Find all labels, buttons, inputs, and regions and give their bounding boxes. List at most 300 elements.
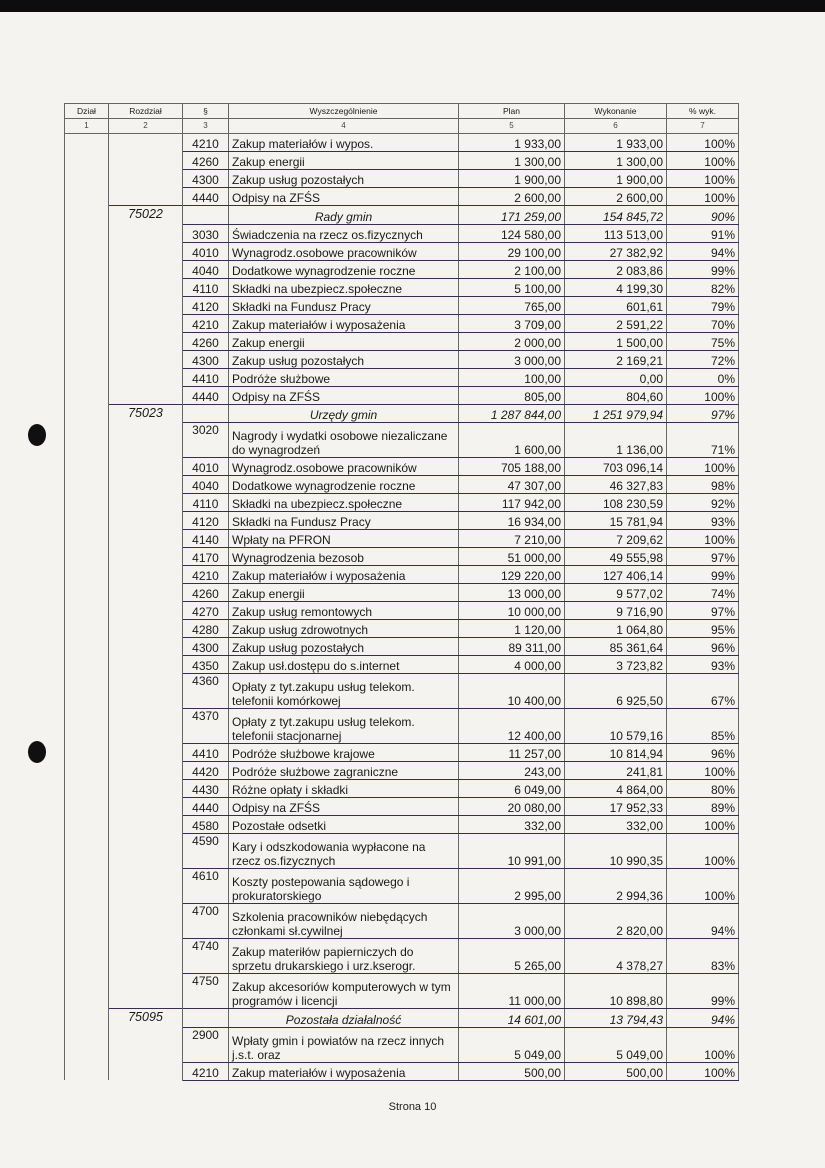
paragraf-cell: 4410 [183, 368, 229, 386]
table-row [65, 188, 739, 206]
header-paragraf: § [183, 104, 229, 119]
wykonanie-cell: 1 064,80 [565, 620, 667, 638]
table-row [65, 476, 739, 494]
opis-cell: Zakup materiałów i wypos. [229, 134, 459, 152]
plan-cell: 3 709,00 [459, 314, 565, 332]
rozdzial-cell [109, 1062, 183, 1080]
paragraf-cell: 4430 [183, 780, 229, 798]
paragraf-cell: 4270 [183, 602, 229, 620]
procent-cell: 95% [667, 620, 739, 638]
opis-cell: Zakup usług pozostałych [229, 170, 459, 188]
punch-hole [28, 424, 46, 446]
procent-cell: 99% [667, 260, 739, 278]
table-row [65, 260, 739, 278]
procent-cell: 94% [667, 1009, 739, 1028]
paragraf-cell: 4350 [183, 656, 229, 674]
dzial-cell [65, 602, 109, 620]
dzial-cell [65, 332, 109, 350]
dzial-cell [65, 656, 109, 674]
procent-cell: 100% [667, 530, 739, 548]
section-row [65, 1009, 739, 1028]
procent-cell: 100% [667, 869, 739, 904]
table-row [65, 798, 739, 816]
opis-cell: Wynagrodz.osobowe pracowników [229, 458, 459, 476]
opis-cell: Opłaty z tyt.zakupu usług telekom. telefonii komórkowej [229, 674, 459, 709]
dzial-cell [65, 530, 109, 548]
procent-cell: 97% [667, 602, 739, 620]
plan-cell: 29 100,00 [459, 242, 565, 260]
paragraf-cell: 4410 [183, 744, 229, 762]
opis-cell: Zakup usług pozostałych [229, 350, 459, 368]
rozdzial-cell [109, 620, 183, 638]
plan-cell: 117 942,00 [459, 494, 565, 512]
opis-cell: Podróże służbowe krajowe [229, 744, 459, 762]
paragraf-cell: 4170 [183, 548, 229, 566]
dzial-cell [65, 834, 109, 869]
plan-cell: 47 307,00 [459, 476, 565, 494]
wykonanie-cell: 1 251 979,94 [565, 404, 667, 423]
paragraf-cell: 4360 [183, 674, 229, 709]
dzial-cell [65, 1027, 109, 1062]
table-row [65, 152, 739, 170]
wykonanie-cell: 241,81 [565, 762, 667, 780]
plan-cell: 6 049,00 [459, 780, 565, 798]
table-row [65, 423, 739, 458]
table-row [65, 709, 739, 744]
opis-cell: Dodatkowe wynagrodzenie roczne [229, 476, 459, 494]
paragraf-cell: 4420 [183, 762, 229, 780]
paragraf-cell: 4210 [183, 566, 229, 584]
table-body [65, 134, 739, 1081]
dzial-cell [65, 134, 109, 152]
table-row [65, 368, 739, 386]
rozdzial-cell [109, 762, 183, 780]
rozdzial-cell [109, 974, 183, 1009]
paragraf-cell: 4140 [183, 530, 229, 548]
paragraf-cell: 4750 [183, 974, 229, 1009]
table-row [65, 674, 739, 709]
table-row [65, 744, 739, 762]
dzial-cell [65, 242, 109, 260]
table-row [65, 974, 739, 1009]
plan-cell: 2 995,00 [459, 869, 565, 904]
header-plan: Plan [459, 104, 565, 119]
table-row [65, 834, 739, 869]
dzial-cell [65, 512, 109, 530]
procent-cell: 75% [667, 332, 739, 350]
opis-cell: Opłaty z tyt.zakupu usług telekom. telefonii stacjonarnej [229, 709, 459, 744]
wykonanie-cell: 13 794,43 [565, 1009, 667, 1028]
dzial-cell [65, 386, 109, 404]
plan-cell: 332,00 [459, 816, 565, 834]
dzial-cell [65, 674, 109, 709]
plan-cell: 500,00 [459, 1062, 565, 1080]
opis-cell: Składki na ubezpiecz.społeczne [229, 278, 459, 296]
plan-cell: 16 934,00 [459, 512, 565, 530]
paragraf-cell: 4120 [183, 296, 229, 314]
dzial-cell [65, 584, 109, 602]
table-row [65, 656, 739, 674]
opis-cell: Różne opłaty i składki [229, 780, 459, 798]
wykonanie-cell: 15 781,94 [565, 512, 667, 530]
table-row [65, 332, 739, 350]
dzial-cell [65, 404, 109, 423]
plan-cell: 10 991,00 [459, 834, 565, 869]
procent-cell: 79% [667, 296, 739, 314]
procent-cell: 70% [667, 314, 739, 332]
rozdzial-cell [109, 798, 183, 816]
opis-cell: Zakup energii [229, 152, 459, 170]
rozdzial-cell [109, 816, 183, 834]
paragraf-cell: 4300 [183, 170, 229, 188]
rozdzial-cell [109, 494, 183, 512]
rozdzial-cell [109, 170, 183, 188]
rozdzial-cell [109, 314, 183, 332]
paragraf-cell: 4010 [183, 458, 229, 476]
dzial-cell [65, 974, 109, 1009]
procent-cell: 100% [667, 188, 739, 206]
wykonanie-cell: 500,00 [565, 1062, 667, 1080]
table-row [65, 1062, 739, 1080]
table-row [65, 638, 739, 656]
rozdzial-cell [109, 368, 183, 386]
scan-top-edge [0, 0, 825, 12]
header-wykonanie: Wykonanie [565, 104, 667, 119]
plan-cell: 1 120,00 [459, 620, 565, 638]
opis-cell: Wpłaty na PFRON [229, 530, 459, 548]
procent-cell: 100% [667, 816, 739, 834]
rozdzial-cell [109, 386, 183, 404]
plan-cell: 3 000,00 [459, 904, 565, 939]
table-row [65, 386, 739, 404]
table-row [65, 314, 739, 332]
wykonanie-cell: 1 136,00 [565, 423, 667, 458]
dzial-cell [65, 548, 109, 566]
section-row [65, 404, 739, 423]
paragraf-cell: 4280 [183, 620, 229, 638]
opis-cell: Koszty postepowania sądowego i prokuratorskiego [229, 869, 459, 904]
procent-cell: 71% [667, 423, 739, 458]
paragraf-cell: 4120 [183, 512, 229, 530]
dzial-cell [65, 566, 109, 584]
dzial-cell [65, 350, 109, 368]
procent-cell: 67% [667, 674, 739, 709]
wykonanie-cell: 2 820,00 [565, 904, 667, 939]
dzial-cell [65, 170, 109, 188]
rozdzial-cell [109, 476, 183, 494]
procent-cell: 94% [667, 904, 739, 939]
procent-cell: 99% [667, 974, 739, 1009]
plan-cell: 124 580,00 [459, 224, 565, 242]
rozdzial-cell [109, 458, 183, 476]
procent-cell: 92% [667, 494, 739, 512]
opis-cell: Zakup usług remontowych [229, 602, 459, 620]
paragraf-cell: 4210 [183, 1062, 229, 1080]
plan-cell: 5 100,00 [459, 278, 565, 296]
rozdzial-cell [109, 350, 183, 368]
paragraf-cell: 4370 [183, 709, 229, 744]
rozdzial-cell [109, 512, 183, 530]
dzial-cell [65, 458, 109, 476]
dzial-cell [65, 224, 109, 242]
plan-cell: 100,00 [459, 368, 565, 386]
plan-cell: 89 311,00 [459, 638, 565, 656]
procent-cell: 100% [667, 152, 739, 170]
rozdzial-cell [109, 939, 183, 974]
plan-cell: 2 100,00 [459, 260, 565, 278]
dzial-cell [65, 939, 109, 974]
opis-cell: Wynagrodzenia bezosob [229, 548, 459, 566]
rozdzial-cell [109, 584, 183, 602]
opis-cell: Zakup usł.dostępu do s.internet [229, 656, 459, 674]
paragraf-cell: 4040 [183, 476, 229, 494]
procent-cell: 72% [667, 350, 739, 368]
header-number: 4 [229, 119, 459, 134]
plan-cell: 12 400,00 [459, 709, 565, 744]
procent-cell: 100% [667, 458, 739, 476]
wykonanie-cell: 27 382,92 [565, 242, 667, 260]
dzial-cell [65, 1009, 109, 1028]
procent-cell: 89% [667, 798, 739, 816]
wykonanie-cell: 332,00 [565, 816, 667, 834]
dzial-cell [65, 423, 109, 458]
paragraf-cell: 4210 [183, 134, 229, 152]
procent-cell: 100% [667, 1027, 739, 1062]
procent-cell: 80% [667, 780, 739, 798]
plan-cell: 7 210,00 [459, 530, 565, 548]
dzial-cell [65, 638, 109, 656]
plan-cell: 10 000,00 [459, 602, 565, 620]
procent-cell: 100% [667, 386, 739, 404]
paragraf-cell: 3030 [183, 224, 229, 242]
wykonanie-cell: 6 925,50 [565, 674, 667, 709]
rozdzial-cell [109, 548, 183, 566]
wykonanie-cell: 2 994,36 [565, 869, 667, 904]
rozdzial-cell [109, 242, 183, 260]
paragraf-cell [183, 206, 229, 225]
procent-cell: 74% [667, 584, 739, 602]
wykonanie-cell: 10 990,35 [565, 834, 667, 869]
opis-cell: Podróże służbowe zagraniczne [229, 762, 459, 780]
rozdzial-cell [109, 744, 183, 762]
paragraf-cell: 4740 [183, 939, 229, 974]
plan-cell: 705 188,00 [459, 458, 565, 476]
opis-cell: Zakup materiałów i wyposażenia [229, 314, 459, 332]
table-row [65, 170, 739, 188]
paragraf-cell: 4110 [183, 494, 229, 512]
budget-table-wrapper [64, 103, 738, 1081]
plan-cell: 129 220,00 [459, 566, 565, 584]
paragraf-cell: 4260 [183, 152, 229, 170]
dzial-cell [65, 744, 109, 762]
wykonanie-cell: 17 952,33 [565, 798, 667, 816]
procent-cell: 100% [667, 134, 739, 152]
opis-cell: Kary i odszkodowania wypłacone na rzecz os.fizycznych [229, 834, 459, 869]
rozdzial-cell [109, 602, 183, 620]
paragraf-cell: 4590 [183, 834, 229, 869]
rozdzial-cell [109, 260, 183, 278]
opis-cell: Pozostała działalność [229, 1009, 459, 1028]
plan-cell: 2 600,00 [459, 188, 565, 206]
header-number: 7 [667, 119, 739, 134]
wykonanie-cell: 10 814,94 [565, 744, 667, 762]
procent-cell: 96% [667, 638, 739, 656]
table-row [65, 780, 739, 798]
opis-cell: Zakup materiłów papierniczych do sprzetu drukarskiego i urz.kserogr. [229, 939, 459, 974]
opis-cell: Zakup energii [229, 332, 459, 350]
paragraf-cell: 4210 [183, 314, 229, 332]
wykonanie-cell: 127 406,14 [565, 566, 667, 584]
section-row [65, 206, 739, 225]
dzial-cell [65, 904, 109, 939]
dzial-cell [65, 152, 109, 170]
wykonanie-cell: 1 500,00 [565, 332, 667, 350]
table-row [65, 904, 739, 939]
wykonanie-cell: 4 864,00 [565, 780, 667, 798]
plan-cell: 11 257,00 [459, 744, 565, 762]
dzial-cell [65, 494, 109, 512]
table-row [65, 242, 739, 260]
header-number: 1 [65, 119, 109, 134]
wykonanie-cell: 3 723,82 [565, 656, 667, 674]
opis-cell: Urzędy gmin [229, 404, 459, 423]
rozdzial-cell [109, 423, 183, 458]
rozdzial-cell [109, 530, 183, 548]
opis-cell: Zakup akcesoriów komputerowych w tym programów i licencji [229, 974, 459, 1009]
opis-cell: Zakup usług pozostałych [229, 638, 459, 656]
rozdzial-cell [109, 332, 183, 350]
opis-cell: Odpisy na ZFŚS [229, 188, 459, 206]
opis-cell: Odpisy na ZFŚS [229, 386, 459, 404]
table-row [65, 602, 739, 620]
dzial-cell [65, 709, 109, 744]
paragraf-cell: 4440 [183, 188, 229, 206]
plan-cell: 1 287 844,00 [459, 404, 565, 423]
plan-cell: 1 600,00 [459, 423, 565, 458]
wykonanie-cell: 1 900,00 [565, 170, 667, 188]
rozdzial-cell: 75023 [109, 404, 183, 423]
rozdzial-cell: 75095 [109, 1009, 183, 1028]
opis-cell: Wpłaty gmin i powiatów na rzecz innych j.s.t. oraz [229, 1027, 459, 1062]
opis-cell: Świadczenia na rzecz os.fizycznych [229, 224, 459, 242]
plan-cell: 11 000,00 [459, 974, 565, 1009]
procent-cell: 90% [667, 206, 739, 225]
rozdzial-cell [109, 152, 183, 170]
procent-cell: 98% [667, 476, 739, 494]
header-number-row [65, 119, 739, 134]
opis-cell: Składki na Fundusz Pracy [229, 512, 459, 530]
opis-cell: Dodatkowe wynagrodzenie roczne [229, 260, 459, 278]
opis-cell: Odpisy na ZFŚS [229, 798, 459, 816]
budget-table [64, 103, 739, 1081]
wykonanie-cell: 4 378,27 [565, 939, 667, 974]
header-procent: % wyk. [667, 104, 739, 119]
dzial-cell [65, 780, 109, 798]
procent-cell: 99% [667, 566, 739, 584]
rozdzial-cell [109, 780, 183, 798]
dzial-cell [65, 314, 109, 332]
wykonanie-cell: 85 361,64 [565, 638, 667, 656]
table-row [65, 1027, 739, 1062]
plan-cell: 2 000,00 [459, 332, 565, 350]
wykonanie-cell: 2 600,00 [565, 188, 667, 206]
plan-cell: 1 933,00 [459, 134, 565, 152]
rozdzial-cell [109, 224, 183, 242]
table-row [65, 512, 739, 530]
wykonanie-cell: 0,00 [565, 368, 667, 386]
dzial-cell [65, 278, 109, 296]
wykonanie-cell: 9 577,02 [565, 584, 667, 602]
paragraf-cell: 4440 [183, 798, 229, 816]
rozdzial-cell [109, 904, 183, 939]
table-row [65, 296, 739, 314]
table-row [65, 762, 739, 780]
table-row [65, 548, 739, 566]
table-row [65, 458, 739, 476]
plan-cell: 4 000,00 [459, 656, 565, 674]
wykonanie-cell: 7 209,62 [565, 530, 667, 548]
paragraf-cell: 4440 [183, 386, 229, 404]
paragraf-cell: 4260 [183, 332, 229, 350]
paragraf-cell: 4110 [183, 278, 229, 296]
dzial-cell [65, 206, 109, 225]
wykonanie-cell: 703 096,14 [565, 458, 667, 476]
dzial-cell [65, 1062, 109, 1080]
paragraf-cell: 4260 [183, 584, 229, 602]
wykonanie-cell: 601,61 [565, 296, 667, 314]
wykonanie-cell: 49 555,98 [565, 548, 667, 566]
plan-cell: 243,00 [459, 762, 565, 780]
plan-cell: 171 259,00 [459, 206, 565, 225]
plan-cell: 14 601,00 [459, 1009, 565, 1028]
procent-cell: 100% [667, 762, 739, 780]
procent-cell: 91% [667, 224, 739, 242]
rozdzial-cell [109, 134, 183, 152]
wykonanie-cell: 2 169,21 [565, 350, 667, 368]
opis-cell: Zakup energii [229, 584, 459, 602]
header-dzial: Dział [65, 104, 109, 119]
plan-cell: 13 000,00 [459, 584, 565, 602]
paragraf-cell [183, 1009, 229, 1028]
table-row [65, 939, 739, 974]
wykonanie-cell: 2 083,86 [565, 260, 667, 278]
wykonanie-cell: 9 716,90 [565, 602, 667, 620]
plan-cell: 3 000,00 [459, 350, 565, 368]
rozdzial-cell [109, 834, 183, 869]
opis-cell: Nagrody i wydatki osobowe niezaliczane do wynagrodzeń [229, 423, 459, 458]
wykonanie-cell: 2 591,22 [565, 314, 667, 332]
paragraf-cell: 4610 [183, 869, 229, 904]
plan-cell: 5 049,00 [459, 1027, 565, 1062]
wykonanie-cell: 1 300,00 [565, 152, 667, 170]
table-row [65, 869, 739, 904]
opis-cell: Zakup materiałów i wyposażenia [229, 1062, 459, 1080]
procent-cell: 93% [667, 512, 739, 530]
plan-cell: 51 000,00 [459, 548, 565, 566]
table-row [65, 494, 739, 512]
dzial-cell [65, 476, 109, 494]
wykonanie-cell: 10 579,16 [565, 709, 667, 744]
procent-cell: 100% [667, 834, 739, 869]
header-rozdzial: Rozdział [109, 104, 183, 119]
wykonanie-cell: 4 199,30 [565, 278, 667, 296]
procent-cell: 83% [667, 939, 739, 974]
table-row [65, 134, 739, 152]
paragraf-cell: 4040 [183, 260, 229, 278]
procent-cell: 82% [667, 278, 739, 296]
dzial-cell [65, 368, 109, 386]
dzial-cell [65, 869, 109, 904]
